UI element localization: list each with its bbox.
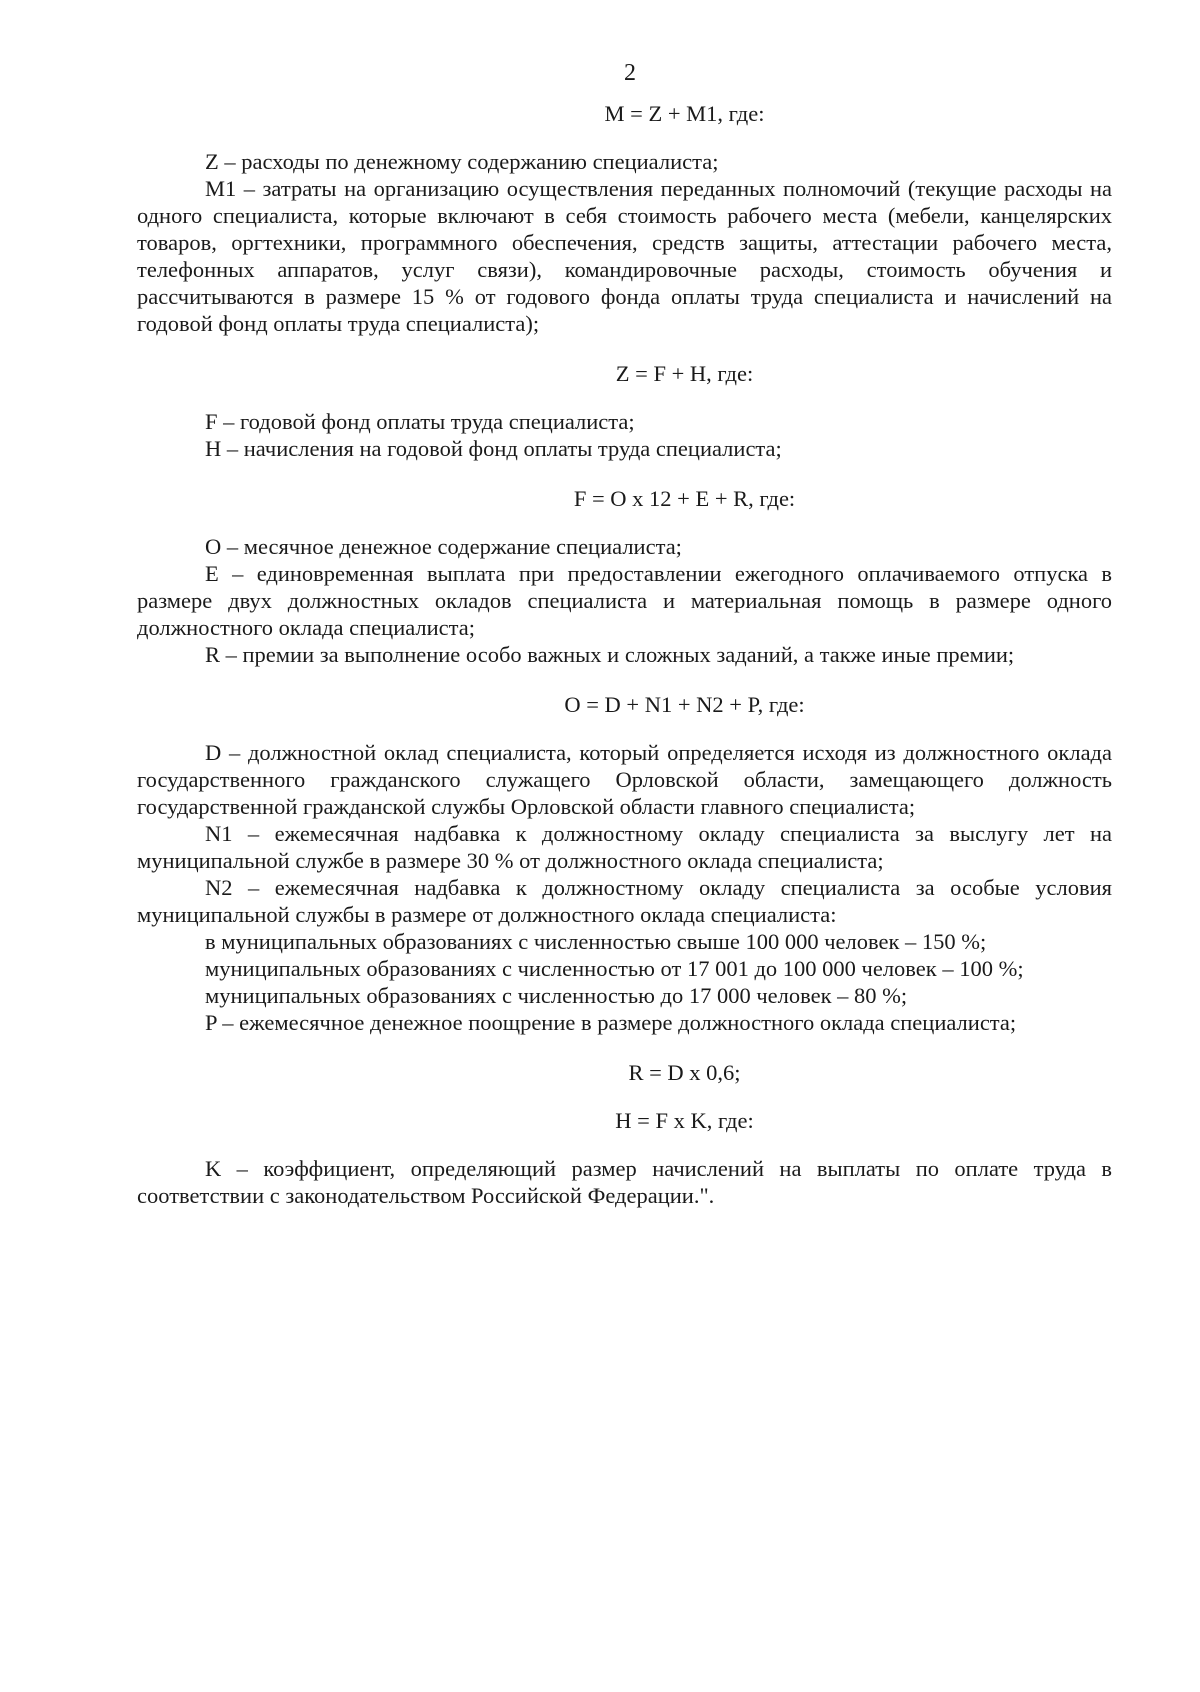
formula-f: F = O x 12 + E + R, где: [573, 486, 796, 511]
page-number: 2 [624, 60, 636, 86]
formula-h: H = F x K, где: [615, 1108, 754, 1133]
definition-n2: N2 – ежемесячная надбавка к должностному окладу специалиста за особые условия муниципальной службы в размере от должностного оклада специалиста: [137, 875, 1112, 927]
definition-h: H – начисления на годовой фонд оплаты труда специалиста; [205, 436, 782, 461]
definition-e: E – единовременная выплата при предоставлении ежегодного оплачиваемого отпуска в размере двух должностных окладов специалиста и материальная помощь в размере одного должностного оклада специалиста; [137, 561, 1112, 640]
n2-item-17001-100000: муниципальных образованиях с численностью от 17 001 до 100 000 человек – 100 %; [205, 956, 1024, 981]
definition-m1: M1 – затраты на организацию осуществления переданных полномочий (текущие расходы на одного специалиста, которые включают в себя стоимость рабочего места (мебели, канцелярских товаров, оргтехники, программного обеспечения, средств защиты, аттестации рабочего места, телефонных аппаратов, услуг связи), командировочные расходы, стоимость обучения и рассчитываются в размере 15 % от годового фонда оплаты труда специалиста и начислений на годовой фонд оплаты труда специалиста); [137, 176, 1112, 336]
formula-z: Z = F + H, где: [615, 361, 754, 386]
definition-r: R – премии за выполнение особо важных и сложных заданий, а также иные премии; [205, 642, 1015, 667]
document-body [137, 100, 1112, 1209]
definition-f: F – годовой фонд оплаты труда специалиста; [205, 409, 635, 434]
n2-item-over-100000: в муниципальных образованиях с численностью свыше 100 000 человек – 150 %; [205, 929, 987, 954]
definition-k: K – коэффициент, определяющий размер начислений на выплаты по оплате труда в соответствии с законодательством Российской Федерации.". [137, 1156, 1112, 1208]
formula-o: O = D + N1 + N2 + P, где: [564, 692, 805, 717]
definition-z: Z – расходы по денежному содержанию специалиста; [205, 149, 719, 174]
definition-o: O – месячное денежное содержание специалиста; [205, 534, 682, 559]
definition-d: D – должностной оклад специалиста, который определяется исходя из должностного оклада государственного гражданского служащего Орловской области, замещающего должность государственной гражданской службы Орловской области главного специалиста; [137, 740, 1112, 819]
formula-m: M = Z + M1, где: [604, 101, 765, 126]
formula-r: R = D x 0,6; [628, 1060, 741, 1085]
definition-n1: N1 – ежемесячная надбавка к должностному окладу специалиста за выслугу лет на муниципальной службе в размере 30 % от должностного оклада специалиста; [137, 821, 1112, 873]
definition-p: P – ежемесячное денежное поощрение в размере должностного оклада специалиста; [205, 1010, 1017, 1035]
n2-item-under-17000: муниципальных образованиях с численностью до 17 000 человек – 80 %; [205, 983, 908, 1008]
